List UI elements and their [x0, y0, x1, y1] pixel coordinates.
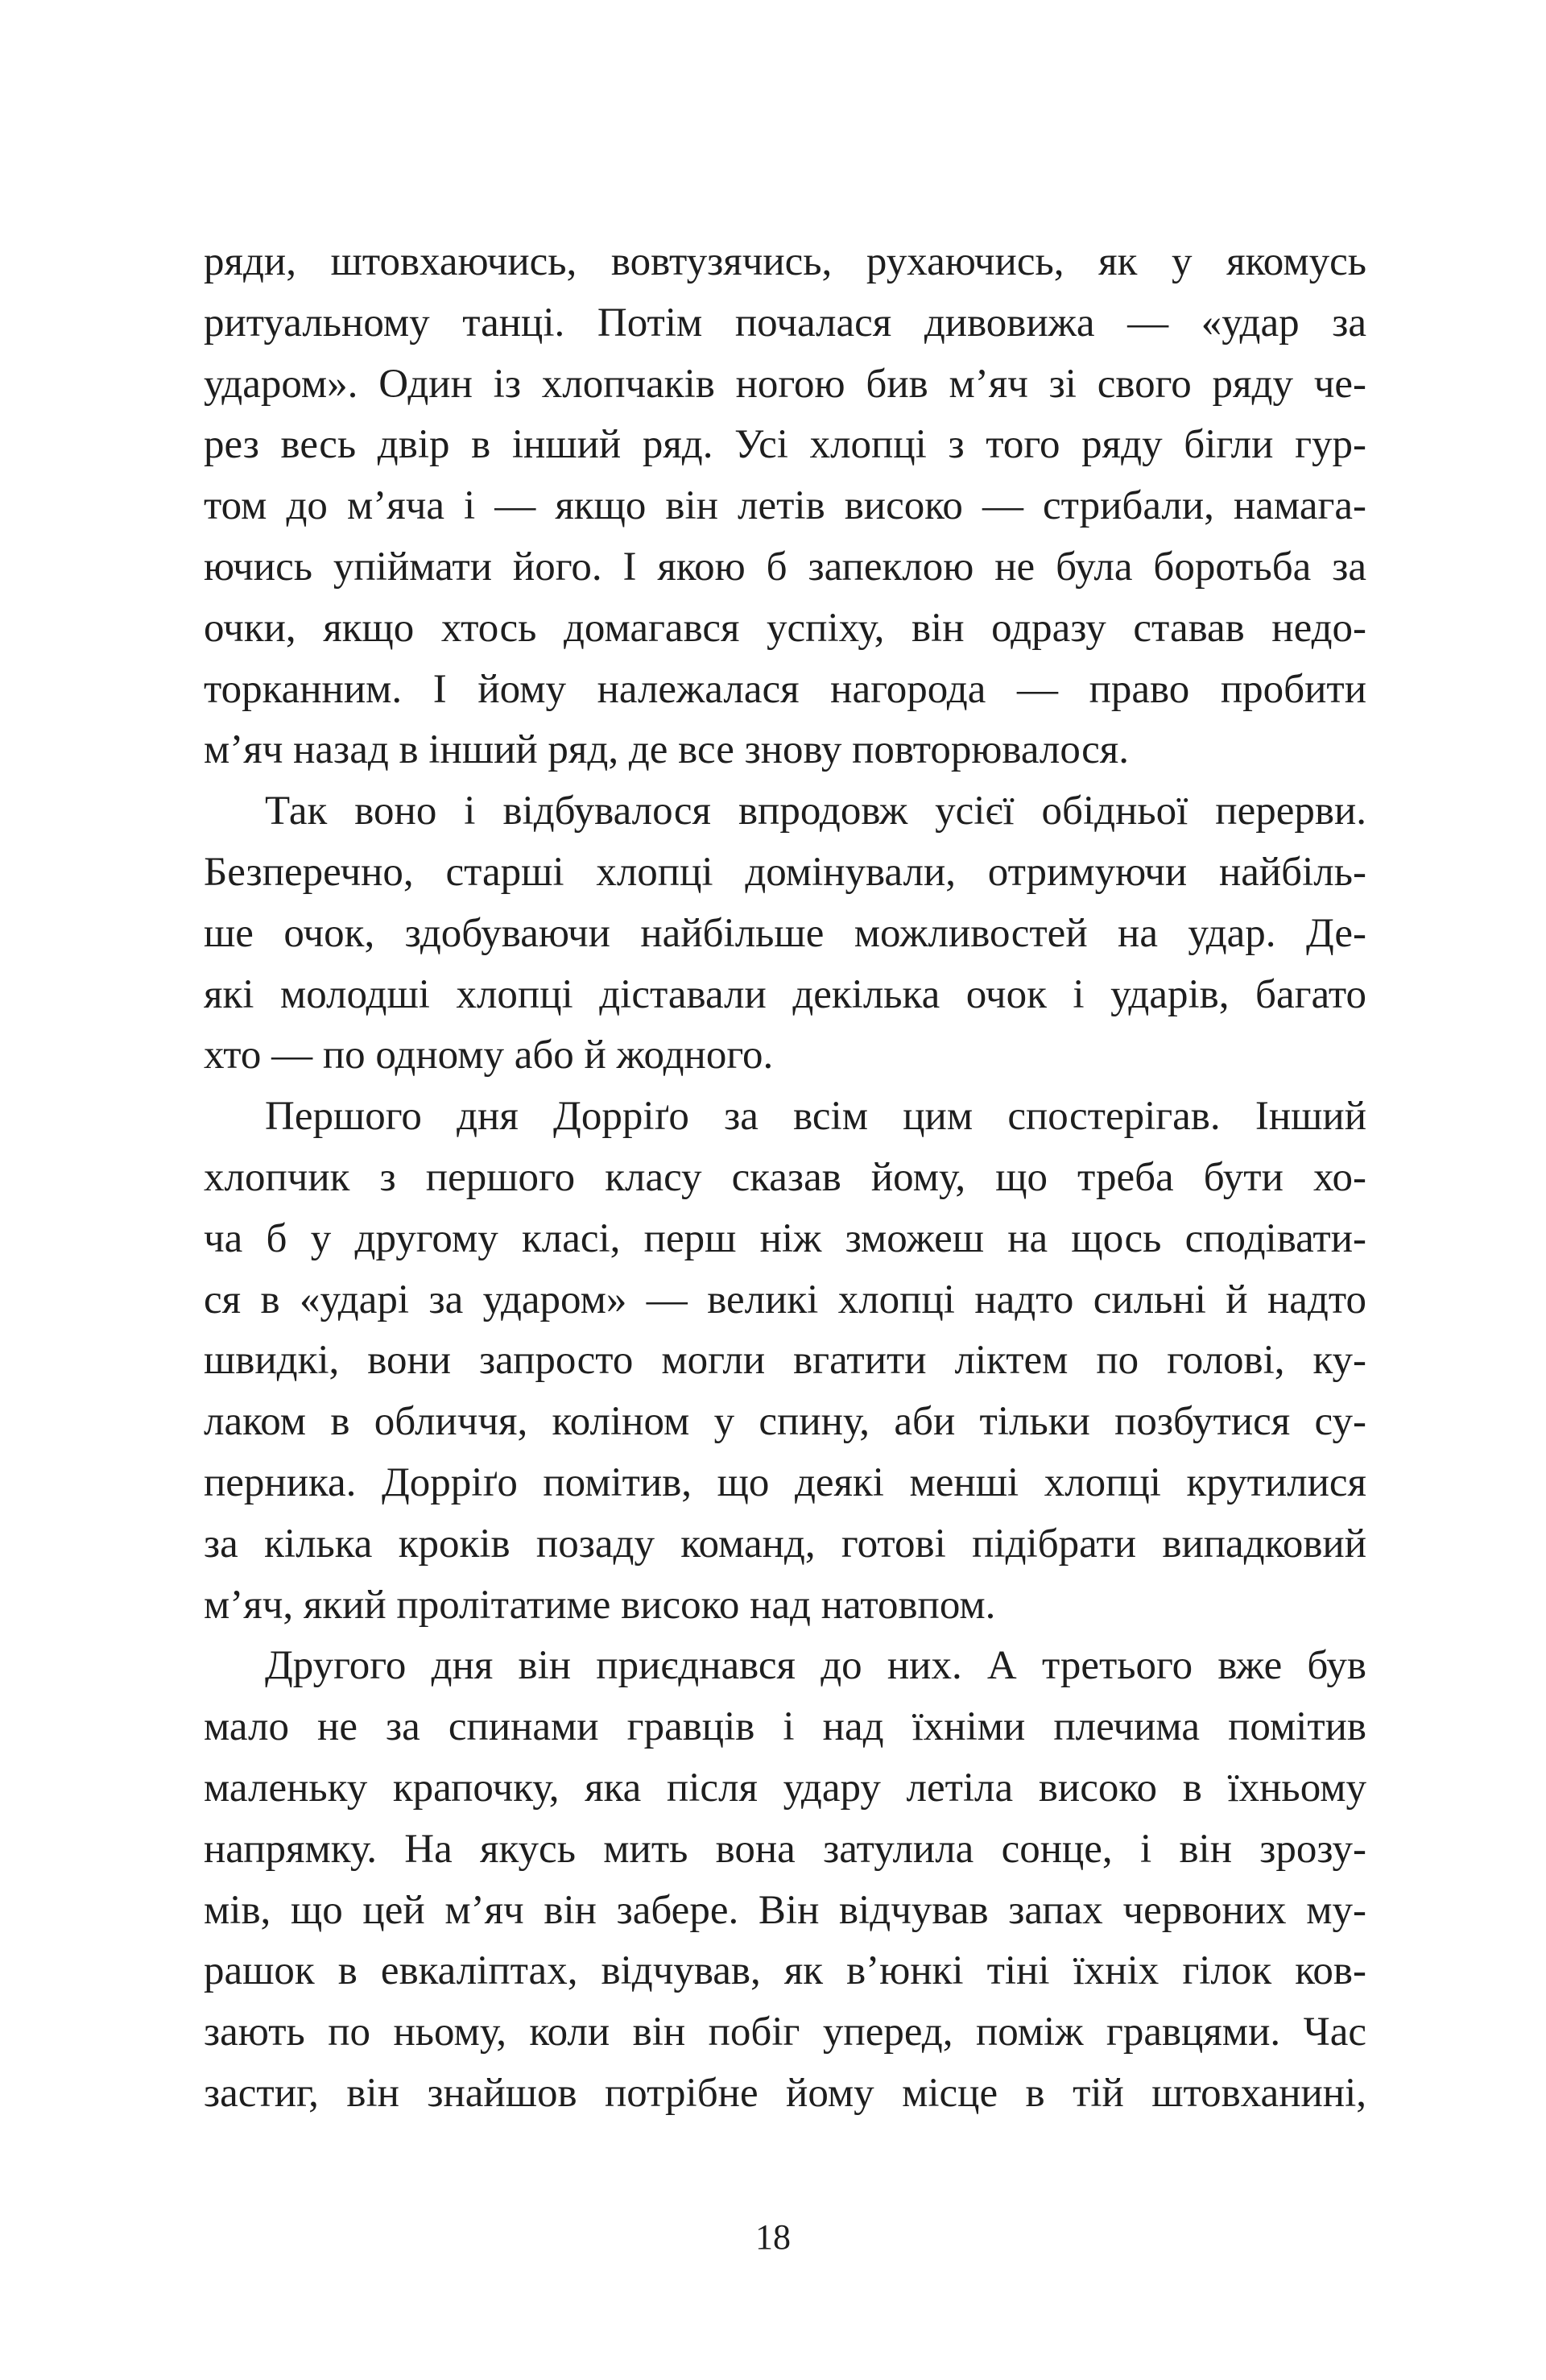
text-line: лаком в обличчя, коліном у спину, аби тільки позбутися су-	[204, 1399, 1366, 1445]
text-line: ряди, штовхаючись, вовтузячись, рухаючись, як у якомусь	[204, 239, 1366, 284]
text-line: рез весь двір в інший ряд. Усі хлопці з того ряду бігли гур-	[204, 422, 1366, 468]
text-line: м’яч назад в інший ряд, де все знову повторювалося.	[204, 727, 1129, 773]
text-line: хлопчик з першого класу сказав йому, що треба бути хо-	[204, 1154, 1366, 1200]
text-line: мів, що цей м’яч він забере. Він відчував запах червоних му-	[204, 1887, 1366, 1933]
text-line: Безперечно, старші хлопці домінували, отримуючи найбіль-	[204, 849, 1366, 895]
text-line: ча б у другому класі, перш ніж зможеш на щось сподівати-	[204, 1215, 1366, 1261]
text-line: торканним. І йому належалася нагорода — право пробити	[204, 666, 1366, 712]
text-line: напрямку. На якусь мить вона затулила сонце, і він зрозу-	[204, 1826, 1366, 1872]
text-line: ударом». Один із хлопчаків ногою бив м’яч зі свого ряду че-	[204, 361, 1366, 407]
text-line: швидкі, вони запросто могли вгатити ліктем по голові, ку-	[204, 1338, 1366, 1384]
text-line: том до м’яча і — якщо він летів високо — стрибали, намага-	[204, 483, 1366, 529]
text-line: мало не за спинами гравців і над їхніми плечима помітив	[204, 1704, 1366, 1750]
page-body-text	[204, 232, 1366, 2125]
text-line: ритуальному танці. Потім почалася дивовижа — «удар за	[204, 300, 1366, 346]
text-line: очки, якщо хтось домагався успіху, він одразу ставав недо-	[204, 605, 1366, 651]
text-line: хто — по одному або й жодного.	[204, 1033, 774, 1078]
text-line: ся в «ударі за ударом» — великі хлопці надто сильні й надто	[204, 1277, 1366, 1322]
text-line: які молодші хлопці діставали декілька очок і ударів, багато	[204, 971, 1366, 1017]
text-line: Першого дня Дорріґо за всім цим спостерігав. Інший	[265, 1094, 1366, 1140]
text-line: рашок в евкаліптах, відчував, як в’юнкі тіні їхніх гілок ков-	[204, 1948, 1366, 1994]
text-line: Так воно і відбувалося впродовж усієї обідньої перерви.	[265, 789, 1366, 834]
text-line: Другого дня він приєднався до них. А третього вже був	[265, 1643, 1366, 1689]
text-line: за кілька кроків позаду команд, готові підібрати випадковий	[204, 1521, 1366, 1567]
text-line: маленьку крапочку, яка після удару летіла високо в їхньому	[204, 1765, 1366, 1811]
text-line: ше очок, здобуваючи найбільше можливостей на удар. Де-	[204, 910, 1366, 956]
text-line: застиг, він знайшов потрібне йому місце в тій штовханині,	[204, 2070, 1366, 2116]
text-line: перника. Дорріґо помітив, що деякі менші хлопці крутилися	[204, 1459, 1366, 1505]
text-line: ючись упіймати його. І якою б запеклою не була боротьба за	[204, 544, 1366, 590]
page-number: 18	[755, 2217, 791, 2257]
text-line: зають по ньому, коли він побіг уперед, поміж гравцями. Час	[204, 2010, 1366, 2055]
text-line: м’яч, який пролітатиме високо над натовпом.	[204, 1582, 996, 1628]
